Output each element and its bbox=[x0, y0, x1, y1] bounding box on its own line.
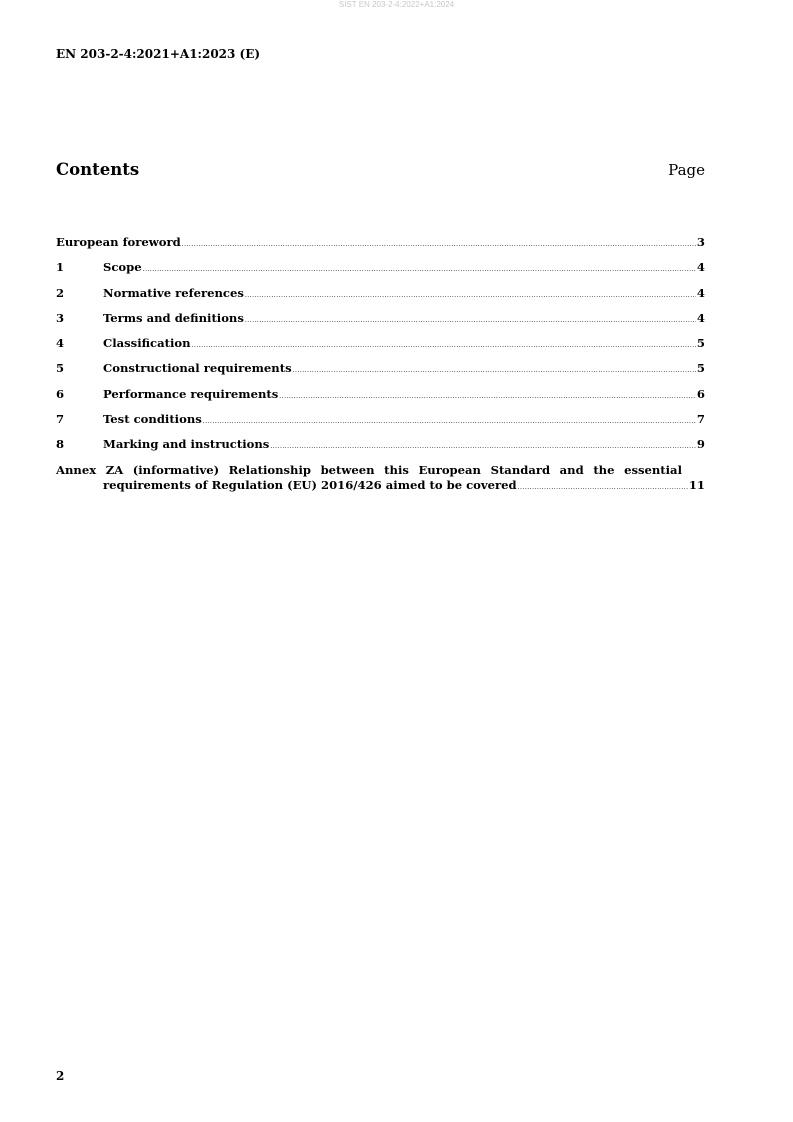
toc-entry-page: 4 bbox=[696, 260, 705, 275]
toc-entry-constructional-requirements[interactable] bbox=[56, 361, 705, 386]
page-number: 2 bbox=[56, 1069, 65, 1083]
annex-word: European bbox=[418, 462, 481, 477]
annex-word: essential bbox=[624, 462, 682, 477]
toc-leader-dots bbox=[245, 318, 696, 324]
toc-entry-title: Classification bbox=[103, 336, 191, 351]
annex-word: ZA bbox=[105, 462, 124, 477]
toc-entry-title: Normative references bbox=[103, 285, 244, 300]
toc-leader-dots bbox=[143, 267, 696, 273]
toc-entry-page: 7 bbox=[696, 412, 705, 427]
contents-heading: Contents bbox=[56, 160, 140, 179]
toc-entry-number: 2 bbox=[56, 285, 65, 300]
annex-word: Annex bbox=[56, 462, 97, 477]
toc-entry-scope[interactable] bbox=[56, 260, 705, 285]
watermark-text: SIST EN 203-2-4:2022+A1:2024 bbox=[338, 0, 455, 9]
annex-title-line bbox=[56, 463, 682, 477]
toc-entry-terms-and-definitions[interactable] bbox=[56, 311, 705, 336]
annex-title-continuation: requirements of Regulation (EU) 2016/426 aimed to be covered bbox=[103, 477, 517, 492]
toc-leader-dots bbox=[182, 242, 696, 248]
toc-entry-title: Scope bbox=[103, 260, 142, 275]
annex-word: the bbox=[593, 462, 615, 477]
toc-entry-classification[interactable] bbox=[56, 336, 705, 361]
annex-word: between bbox=[320, 462, 375, 477]
toc-entry-foreword[interactable] bbox=[56, 235, 705, 260]
toc-entry-performance-requirements[interactable] bbox=[56, 387, 705, 412]
toc-entry-page: 4 bbox=[696, 285, 705, 300]
toc-leader-dots bbox=[270, 444, 696, 450]
toc-entry-title: Terms and definitions bbox=[103, 310, 244, 325]
toc-entry-page: 11 bbox=[688, 477, 705, 492]
toc-leader-dots bbox=[203, 419, 696, 425]
toc-leader-dots bbox=[245, 293, 696, 299]
table-of-contents bbox=[56, 235, 705, 492]
toc-entry-page: 5 bbox=[696, 361, 705, 376]
annex-word: this bbox=[384, 462, 409, 477]
toc-leader-dots bbox=[518, 485, 688, 491]
toc-leader-dots bbox=[192, 343, 696, 349]
toc-entry-page: 9 bbox=[696, 437, 705, 452]
toc-entry-number: 5 bbox=[56, 361, 65, 376]
toc-entry-title: Constructional requirements bbox=[103, 361, 292, 376]
toc-entry-number: 8 bbox=[56, 437, 65, 452]
toc-entry-page: 4 bbox=[696, 310, 705, 325]
toc-entry-number: 1 bbox=[56, 260, 65, 275]
toc-entry-title: Test conditions bbox=[103, 412, 202, 427]
toc-entry-annex-za[interactable] bbox=[56, 463, 705, 492]
annex-word: (informative) bbox=[132, 462, 220, 477]
toc-entry-number: 6 bbox=[56, 386, 65, 401]
toc-entry-page: 6 bbox=[696, 386, 705, 401]
toc-entry-title: Marking and instructions bbox=[103, 437, 270, 452]
annex-word: and bbox=[559, 462, 584, 477]
toc-leader-dots bbox=[293, 368, 696, 374]
toc-entry-normative-references[interactable] bbox=[56, 286, 705, 311]
toc-entry-page: 5 bbox=[696, 336, 705, 351]
toc-leader-dots bbox=[279, 394, 696, 400]
toc-entry-marking-and-instructions[interactable] bbox=[56, 437, 705, 462]
document-id: EN 203-2-4:2021+A1:2023 (E) bbox=[56, 47, 261, 61]
toc-entry-page: 3 bbox=[696, 235, 705, 249]
annex-word: Relationship bbox=[228, 462, 311, 477]
annex-word: Standard bbox=[490, 462, 551, 477]
toc-entry-title: European foreword bbox=[56, 235, 181, 249]
page-column-heading: Page bbox=[668, 161, 705, 179]
toc-entry-title: Performance requirements bbox=[103, 386, 279, 401]
toc-entry-test-conditions[interactable] bbox=[56, 412, 705, 437]
toc-entry-number: 7 bbox=[56, 412, 65, 427]
toc-entry-number: 4 bbox=[56, 336, 65, 351]
toc-entry-number: 3 bbox=[56, 310, 65, 325]
